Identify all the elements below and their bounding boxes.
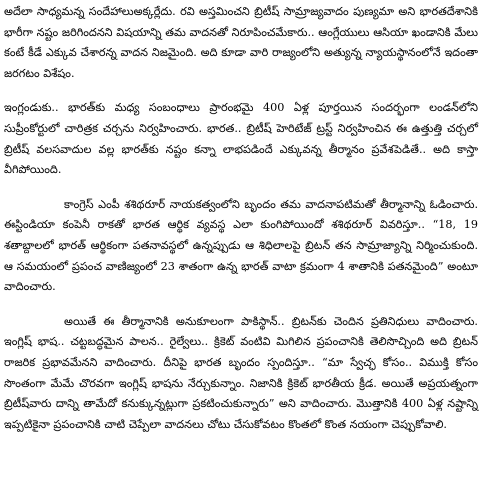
paragraph-4: అయితే ఈ తీర్మానానికి అనుకూలంగా పాకిస్థాన్.. బ్రిటన్‌కు చెందిన ప్రతినిధులు వాదించారు. ఇంగ్లిష్ భాష.. చట్టబద్ధమైన పాలన.. రైల్వేలు.. క్రికెట్ వంటివి మిగిలిన ప్రపంచానికి తెలిసొచ్చింది అది బ్రిటన్ రాజరిక ప్రభావమేనని వాదించారు. దీనిపై భారత బృందం స్పందిస్తూ.. “మా స్వేచ్ఛ కోసం.. విముక్తి కోసం సొంతంగా మేమే చొరవగా ఇంగ్లిష్ భాషను నేర్చుకున్నాం. నిజానికి క్రికెట్ భారతీయ క్రీడ. అయితే అప్రయత్నంగా బ్రిటీష్‌వారు దాన్ని తామేదో కనుక్కున్నట్లుగా ప్రకటించుకున్నారు” అని వాదించారు. మొత్తానికి 400 ఏళ్ల నష్టాన్ని ఇప్పటికైనా ప్రపంచానికి చాటి చెప్పేలా వాదనలు చోటు చేసుకోవటం కొంతలో కొంత నయంగా చెప్పుకోవాలి.: [4, 314, 478, 431]
article-body: [4, 2, 478, 435]
paragraph-1: అదేలా సాధ్యమన్న సందేహాలుఅక్కర్లేదు. రవి అస్తమించని బ్రిటీష్ సామ్రాజ్యవాదం పుణ్యమా అని భారతదేశానికి భారీగా నష్టం జరిగిందనని విషయాన్ని తమ వాదనతో నిరూపించమేకారు.. ఆంగ్లేయులు ఆసియా ఖండానికి మేలు కంటే కీడే ఎక్కువ చేశారన్న వాదన నిజమైంది. అది కూడా వారి రాజ్యంలోని అత్యున్న న్యాయస్థానంలోనే ఇదంతా జరగటం విశేషం.: [4, 5, 478, 80]
paragraph-2: ఇంగ్లండుకు.. భారత్‌కు మధ్య సంబంధాలు ప్రారంభమై 400 ఏళ్ల పూర్తయిన సందర్భంగా లండన్‌లోని సుప్రీంకోర్టులో చారిత్రక చర్చను నిర్వహించారు. భారత.. బ్రిటీష్ హెరిటేజ్ ట్రస్ట్ నిర్వహించిన ఈ ఉత్తుత్తి చర్చలో బ్రిటీష్ వలసవాదుల వల్ల భారత్‌కు నష్టం కన్నా లాభపడిందే ఎక్కువన్న తీర్మానం ప్రవేశపెడితే.. అది కాస్తా వీగిపోయింది.: [4, 101, 478, 177]
paragraph-3: కాంగ్రెస్ ఎంపీ శశిథరూర్ నాయకత్వంలోని బృందం తమ వాదనాపటిమతో తీర్మానాన్ని ఓడించారు. ఈస్టిండియా కంపెనీ రాకతో భారత ఆర్థిక వ్యవస్థ ఎలా కుంగిపోయిందో శశిథరూర్ వివరిస్తూ.. “18, 19 శతాబ్దాలలో భారత్ ఆర్థికంగా పతనావస్థలో ఉన్నప్పుడు ఆ శిధిలాలపై బ్రిటన్ తన సామ్రాజ్యాన్ని నిర్మించుకుంది. ఆ సమయంలో ప్రపంచ వాణిజ్యంలో 23 శాతంగా ఉన్న భారత్ వాటా క్రమంగా 4 శాతానికి పతనమైంది” అంటూ వాదించారు.: [4, 197, 478, 294]
